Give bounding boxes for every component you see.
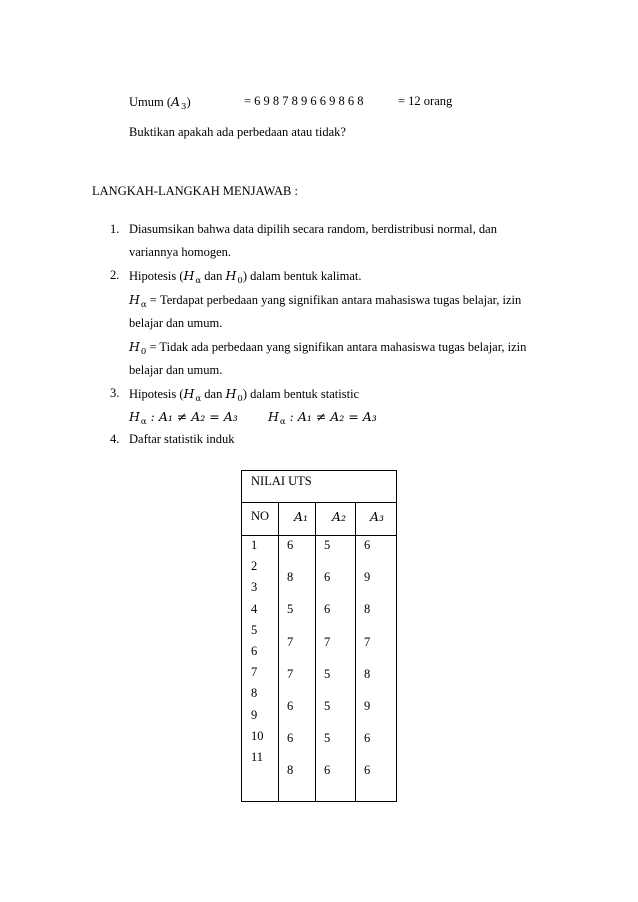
table-divider-top: [242, 502, 396, 503]
table-cell-a3: 9: [364, 699, 371, 713]
table-cell-no: 11: [251, 750, 264, 764]
table-vline-1: [278, 502, 279, 801]
step-4-text: Daftar statistik induk: [129, 432, 235, 446]
col-header-a1: A₁: [294, 509, 309, 524]
zero-sub: 0: [237, 276, 243, 286]
h-alpha-line-1: = Terdapat perbedaan yang signifikan antara mahasiswa tugas belajar, izin: [146, 293, 522, 307]
nilai-uts-table: [241, 470, 397, 802]
step-1-line-2: variannya homogen.: [129, 245, 232, 259]
step-3-text: [129, 386, 359, 404]
col-header-no: NO: [251, 509, 270, 523]
table-cell-no: 10: [251, 728, 264, 743]
zero-sub: 0: [237, 394, 243, 404]
h-alpha-line-2: belajar dan umum.: [129, 316, 223, 330]
table-cell-a3: 8: [364, 602, 371, 617]
table-cell-a3: 8: [364, 666, 371, 681]
table-cell-no: 8: [251, 686, 258, 701]
alpha-sub: α: [140, 300, 147, 310]
h-alpha-definition: [129, 292, 521, 310]
table-cell-no: 2: [251, 559, 258, 574]
umum-count: = 12 orang: [398, 94, 453, 108]
section-heading: LANGKAH-LANGKAH MENJAWAB :: [92, 184, 298, 198]
umum-label: [129, 94, 191, 112]
umum-var-letter: A: [171, 94, 181, 109]
step-3-prefix: Hipotesis (: [129, 387, 184, 401]
h-alpha-symbol: [129, 292, 147, 310]
h-alpha-symbol: [183, 386, 202, 404]
table-cell-no: 4: [251, 601, 258, 616]
step-4-number: 4.: [110, 432, 120, 446]
h-letter: H: [129, 292, 140, 307]
h-zero-symbol: [129, 339, 147, 357]
umum-label-prefix: Umum (: [129, 95, 172, 109]
table-cell-a2: 5: [324, 699, 331, 713]
h-zero-symbol: [225, 386, 243, 404]
table-cell-a2: 7: [324, 634, 331, 649]
table-cell-a1: 5: [287, 602, 294, 617]
table-cell-no: 3: [251, 580, 258, 595]
h-letter: H: [225, 268, 237, 283]
table-cell-a2: 6: [324, 763, 331, 778]
table-cell-a3: 6: [364, 538, 371, 552]
h-letter: H: [129, 409, 140, 424]
table-cell-a1: 6: [287, 731, 294, 746]
table-cell-a3: 6: [364, 763, 371, 778]
table-cell-no: 7: [251, 665, 258, 680]
table-cell-no: 6: [251, 644, 258, 658]
table-cell-a3: 9: [364, 570, 371, 585]
table-cell-a1: 6: [287, 699, 294, 713]
step-3-mid: dan: [201, 387, 226, 401]
table-cell-a2: 5: [324, 731, 331, 746]
step-2-number: 2.: [110, 268, 120, 282]
h-letter: H: [183, 268, 195, 283]
step-3-number: 3.: [110, 386, 120, 400]
table-cell-a1: 8: [287, 763, 294, 778]
table-cell-a3: 6: [364, 731, 371, 746]
h-letter: H: [183, 386, 195, 401]
formula-1: [129, 409, 238, 427]
step-2-mid: dan: [201, 269, 226, 283]
umum-var-sub: 3: [181, 102, 187, 112]
umum-var: [171, 94, 187, 112]
zero-sub: 0: [140, 347, 147, 357]
table-divider-header: [242, 535, 396, 536]
h-zero-definition: [129, 339, 526, 357]
step-2-text: [129, 268, 362, 286]
alpha-sub: α: [195, 276, 202, 286]
h-letter: H: [225, 386, 237, 401]
umum-label-suffix: ): [186, 95, 191, 109]
h-zero-symbol: [225, 268, 243, 286]
table-cell-a1: 7: [287, 634, 294, 649]
h-letter: H: [129, 339, 140, 354]
step-2-suffix: ) dalam bentuk kalimat.: [242, 269, 362, 283]
formula-2: [268, 409, 377, 427]
step-1-number: 1.: [110, 222, 120, 236]
h-letter: H: [268, 409, 279, 424]
table-cell-no: 1: [251, 538, 258, 552]
h-zero-line-1: = Tidak ada perbedaan yang signifikan antara mahasiswa tugas belajar, izin: [146, 340, 527, 354]
table-cell-a1: 7: [287, 666, 294, 681]
step-2-prefix: Hipotesis (: [129, 269, 184, 283]
table-title: NILAI UTS: [251, 474, 312, 488]
formula-2-body: : A₁ ≠ A₂ = A₃: [285, 409, 377, 424]
table-vline-3: [355, 502, 356, 801]
table-cell-a2: 5: [324, 538, 331, 552]
table-cell-a1: 8: [287, 570, 294, 585]
col-header-a3: A₃: [370, 509, 385, 524]
h-alpha-symbol: [183, 268, 202, 286]
table-cell-no: 5: [251, 622, 258, 637]
col-header-a2: A₂: [332, 509, 347, 524]
table-cell-a1: 6: [287, 538, 294, 552]
step-3-suffix: ) dalam bentuk statistic: [242, 387, 360, 401]
table-cell-a2: 6: [324, 602, 331, 617]
table-vline-2: [315, 502, 316, 801]
table-cell-a3: 7: [364, 634, 371, 649]
table-cell-a2: 6: [324, 570, 331, 585]
formula-1-body: : A₁ ≠ A₂ = A₃: [146, 409, 238, 424]
h-zero-line-2: belajar dan umum.: [129, 363, 223, 377]
table-cell-no: 9: [251, 707, 258, 722]
alpha-sub: α: [140, 417, 147, 427]
umum-values: = 6 9 8 7 8 9 6 6 9 8 6 8: [244, 94, 364, 108]
step-1-line-1: Diasumsikan bahwa data dipilih secara random, berdistribusi normal, dan: [129, 222, 497, 236]
alpha-sub: α: [195, 394, 202, 404]
alpha-sub: α: [279, 417, 286, 427]
question-text: Buktikan apakah ada perbedaan atau tidak?: [129, 125, 346, 139]
table-cell-a2: 5: [324, 666, 331, 681]
